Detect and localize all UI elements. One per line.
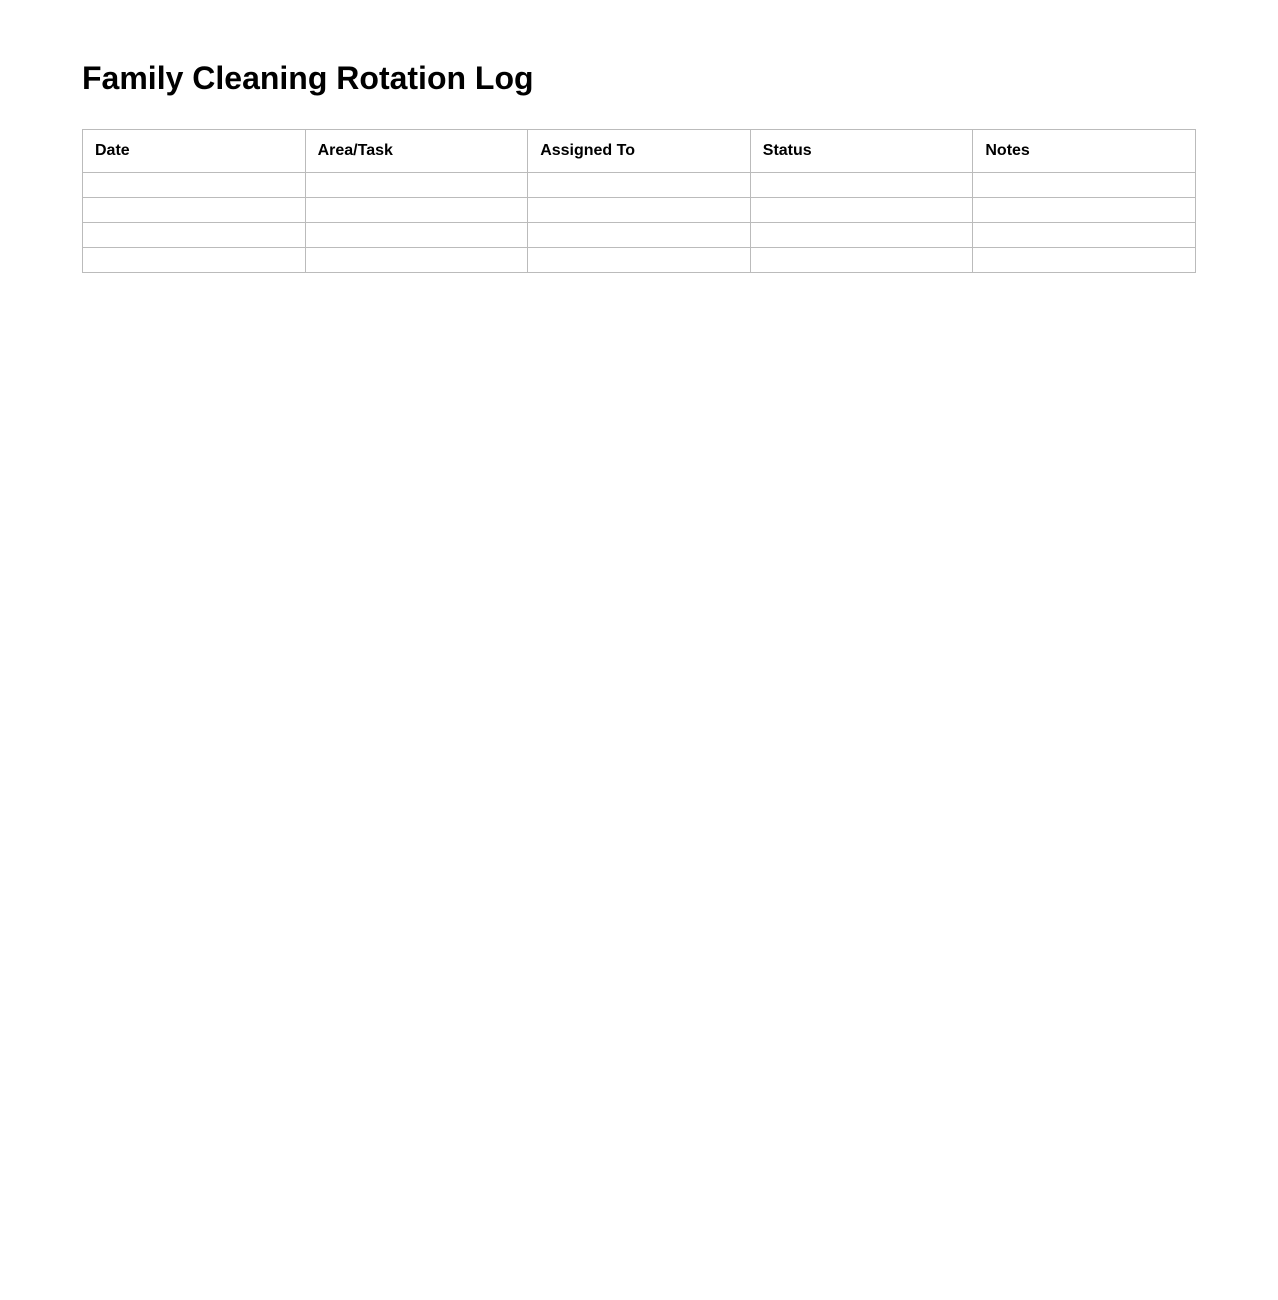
column-header-date: Date [83,130,306,173]
cell-date[interactable] [83,248,306,273]
table-row [83,223,1196,248]
cell-assigned-to[interactable] [528,248,751,273]
table-row [83,248,1196,273]
cell-status[interactable] [750,248,973,273]
cell-assigned-to[interactable] [528,223,751,248]
cell-date[interactable] [83,173,306,198]
table-header-row [83,130,1196,173]
page-title: Family Cleaning Rotation Log [82,60,534,96]
column-header-assigned-to: Assigned To [528,130,751,173]
cell-notes[interactable] [973,248,1196,273]
cell-status[interactable] [750,173,973,198]
table-row [83,173,1196,198]
cell-assigned-to[interactable] [528,173,751,198]
cell-date[interactable] [83,198,306,223]
cell-area-task[interactable] [305,173,528,198]
cell-area-task[interactable] [305,198,528,223]
cell-assigned-to[interactable] [528,198,751,223]
cell-area-task[interactable] [305,248,528,273]
column-header-area-task: Area/Task [305,130,528,173]
cell-notes[interactable] [973,198,1196,223]
column-header-notes: Notes [973,130,1196,173]
cell-notes[interactable] [973,173,1196,198]
table-row [83,198,1196,223]
column-header-status: Status [750,130,973,173]
cell-date[interactable] [83,223,306,248]
document-page [82,58,1196,159]
cell-status[interactable] [750,198,973,223]
cell-status[interactable] [750,223,973,248]
cell-notes[interactable] [973,223,1196,248]
cell-area-task[interactable] [305,223,528,248]
cleaning-log-table [82,129,1196,273]
